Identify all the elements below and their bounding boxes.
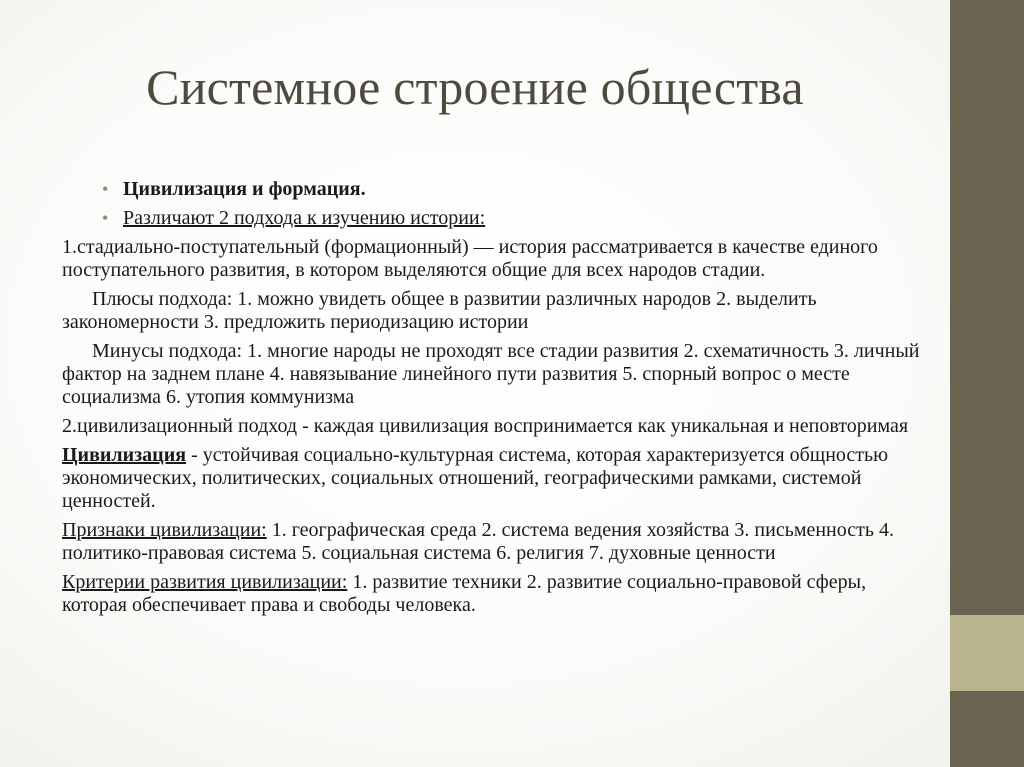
term-civilization: Цивилизация bbox=[62, 444, 187, 466]
paragraph-stadial-approach: 1.стадиально-поступательный (формационный) — история рассматривается в качестве единого поступательного развития, в котором выделяются общие для всех народов стадии. bbox=[62, 236, 878, 281]
definition-text: - устойчивая социально-культурная система, которая характеризуется общностью экономических, политических, социальных отношений, географическими рамками, системой ценностей. bbox=[62, 444, 889, 512]
bullet-text: Различают 2 подхода к изучению истории: bbox=[123, 207, 486, 229]
paragraph-pros: Плюсы подхода: 1. можно увидеть общее в развитии различных народов 2. выделить закономерности 3. предложить периодизацию истории bbox=[62, 288, 817, 333]
paragraph-cons: Минусы подхода: 1. многие народы не проходят все стадии развития 2. схематичность 3. личный фактор на заднем плане 4. навязывание линейного пути развития 5. спорный вопрос о месте социализма 6. утопия коммунизма bbox=[62, 340, 920, 408]
slide-body bbox=[62, 178, 924, 623]
paragraph-civilization-criteria bbox=[62, 571, 924, 617]
right-sidebar-accent bbox=[950, 615, 1024, 691]
term-civilization-criteria: Критерии развития цивилизации: bbox=[62, 571, 348, 593]
slide-title: Системное строение общества bbox=[146, 59, 804, 115]
bullet-item bbox=[62, 207, 924, 230]
bullet-dot-icon: • bbox=[102, 179, 109, 199]
paragraph-civilizational-approach: 2.цивилизационный подход - каждая цивилизация воспринимается как уникальная и неповторимая bbox=[62, 415, 909, 437]
bullet-text: Цивилизация и формация. bbox=[123, 178, 366, 200]
bullet-dot-icon: • bbox=[102, 208, 109, 228]
paragraph-civilization-signs bbox=[62, 519, 924, 565]
signs-text: 1. географическая среда 2. система ведения хозяйства 3. письменность 4. политико-правовая система 5. социальная система 6. религия 7. духовные ценности bbox=[62, 519, 894, 564]
bullet-item bbox=[62, 178, 924, 201]
criteria-text: 1. развитие техники 2. развитие социально-правовой сферы, которая обеспечивает права и свободы человека. bbox=[62, 571, 867, 616]
term-civilization-signs: Признаки цивилизации: bbox=[62, 519, 267, 541]
paragraph-civilization-definition bbox=[62, 444, 924, 513]
